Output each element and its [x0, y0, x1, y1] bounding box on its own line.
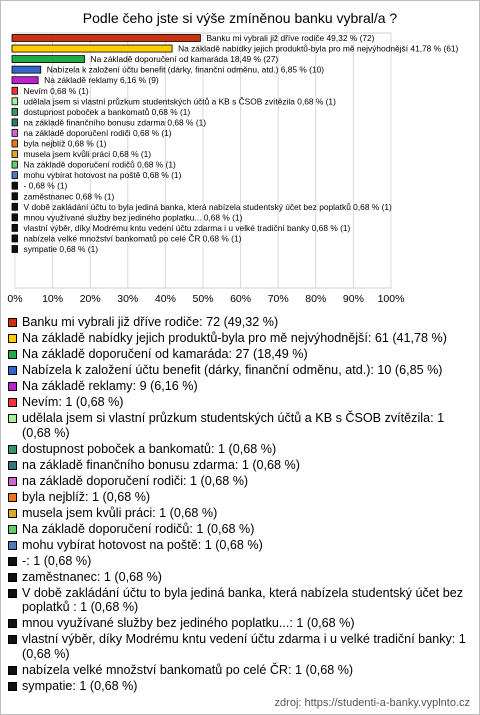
bar: [12, 56, 85, 63]
bar: [12, 108, 18, 115]
x-tick-label: 20%: [79, 293, 101, 305]
legend-item: [7, 490, 473, 505]
bar: [12, 246, 18, 253]
legend-item: [7, 679, 473, 694]
bar-label: mohu vybírat hotovost na poště 0,68 % (1): [23, 170, 182, 181]
bar: [12, 129, 18, 136]
legend-item: [7, 442, 473, 457]
legend-swatch: [8, 493, 17, 502]
bar-row: [12, 128, 172, 138]
bar-row: [12, 223, 351, 233]
bar: [12, 172, 18, 179]
bar-chart: [0, 0, 480, 310]
bar-row: [12, 233, 242, 243]
legend-item: [7, 632, 473, 661]
legend-item: [7, 663, 473, 678]
legend-label: mohu vybírat hotovost na poště: 1 (0,68 %): [22, 537, 263, 552]
legend-swatch: [8, 509, 17, 518]
bar-row: [12, 86, 89, 96]
x-tick-label: 60%: [230, 293, 252, 305]
x-tick-label: 80%: [305, 293, 327, 305]
bar: [12, 77, 38, 84]
bar-row: [12, 54, 278, 64]
legend-swatch: [8, 682, 17, 691]
bar-row: [12, 160, 176, 170]
bar: [12, 224, 18, 231]
legend-label: V době zakládání účtu to byla jediná banka, která nabízela studentský účet bez poplatků : 1 (0,68 %): [22, 585, 464, 614]
bar: [12, 182, 18, 189]
legend-swatch: [8, 318, 17, 327]
legend-swatch: [8, 461, 17, 470]
legend-swatch: [8, 541, 17, 550]
bar-row: [12, 202, 392, 212]
chart-legend: [7, 315, 473, 695]
bar-label: na základě finančního bonusu zdarma 0,68 % (1): [23, 117, 207, 128]
bar: [12, 161, 18, 168]
bar: [12, 98, 18, 105]
bar-label: Na základě doporučení od kamaráda 18,49 % (27): [90, 54, 279, 65]
legend-swatch: [8, 525, 17, 534]
bar: [12, 35, 200, 42]
legend-swatch: [8, 619, 17, 628]
bar-row: [12, 244, 98, 254]
bar-label: Nevím 0,68 % (1): [23, 85, 89, 96]
legend-swatch: [8, 445, 17, 454]
legend-swatch: [8, 334, 17, 343]
legend-label: byla nejblíž: 1 (0,68 %): [22, 489, 151, 504]
legend-item: [7, 538, 473, 553]
bar-row: [12, 75, 159, 85]
legend-label: vlastní výběr, díky Modrému kntu vedení účtu zdarma i u velké tradiční banky: 1 (0,68 %): [22, 632, 466, 661]
legend-item: [7, 363, 473, 378]
legend-label: Banku mi vybrali již dříve rodiče: 72 (49,32 %): [22, 315, 279, 329]
bar: [12, 193, 18, 200]
x-tick-label: 40%: [154, 293, 176, 305]
bar-row: [12, 96, 336, 106]
legend-swatch: [8, 477, 17, 486]
bar-label: dostupnost poboček a bankomatů 0,68 % (1): [23, 106, 191, 117]
legend-swatch: [8, 589, 17, 598]
bar-row: [12, 139, 107, 149]
legend-label: musela jsem kvůli práci: 1 (0,68 %): [22, 505, 218, 520]
legend-item: [7, 586, 473, 615]
legend-item: [7, 395, 473, 410]
legend-item: [7, 474, 473, 489]
legend-label: na základě doporučení rodiči: 1 (0,68 %): [22, 473, 249, 488]
bar-label: udělala jsem si vlastní průzkum studentských účtů a KB s ČSOB zvítězila 0,68 % (1): [23, 96, 336, 107]
bar: [12, 119, 18, 126]
bar-label: mnou využívané služby bez jediného poplatku... 0,68 % (1): [23, 212, 243, 223]
bar-label: zaměstnanec 0,68 % (1): [23, 191, 115, 202]
bar-label: - 0,68 % (1): [23, 180, 68, 191]
legend-swatch: [8, 557, 17, 566]
legend-item: [7, 458, 473, 473]
bar-row: [12, 191, 115, 201]
x-tick-label: 30%: [117, 293, 139, 305]
chart-title: Podle čeho jste si výše zmíněnou banku vybral/a ?: [82, 10, 398, 26]
source-note: zdroj: https://studenti-a-banky.vyplnto.cz: [274, 697, 470, 709]
legend-item: [7, 411, 473, 440]
legend-item: [7, 379, 473, 394]
bar: [12, 140, 18, 147]
legend-item: [7, 616, 473, 631]
legend-label: Na základě doporučení rodičů: 1 (0,68 %): [22, 521, 255, 536]
bar-row: [12, 33, 375, 43]
bar-label: V době zakládání účtu to byla jediná banka, která nabízela studentský účet bez poplatků 0,68 % (1): [23, 201, 392, 212]
bar-row: [12, 117, 206, 127]
bar-label: Nabízela k založení účtu benefit (dárky, finanční odměnu, atd.) 6,85 % (10): [46, 64, 325, 75]
bar-label: Na základě doporučení rodičů 0,68 % (1): [23, 159, 176, 170]
bar: [12, 203, 18, 210]
x-tick-label: 0%: [7, 293, 23, 305]
legend-label: Na základě reklamy: 9 (6,16 %): [22, 379, 198, 393]
bar: [12, 235, 18, 242]
bar-row: [12, 149, 151, 159]
bar-row: [12, 107, 190, 117]
legend-item: [7, 570, 473, 585]
legend-swatch: [8, 414, 17, 423]
x-tick-label: 100%: [377, 293, 405, 305]
legend-label: -: 1 (0,68 %): [22, 553, 92, 568]
legend-label: udělala jsem si vlastní průzkum studentských účtů a KB s ČSOB zvítězila: 1 (0,68 %): [22, 411, 445, 440]
bar-label: musela jsem kvůli práci 0,68 % (1): [23, 149, 152, 160]
legend-label: na základě finančního bonusu zdarma: 1 (0,68 %): [22, 457, 300, 472]
legend-swatch: [8, 635, 17, 644]
bar-row: [12, 44, 459, 54]
x-tick-label: 10%: [42, 293, 64, 305]
x-tick-label: 70%: [267, 293, 289, 305]
bar: [12, 87, 18, 94]
legend-label: mnou využívané služby bez jediného poplatku...: 1 (0,68 %): [22, 616, 355, 630]
legend-label: Nabízela k založení účtu benefit (dárky, finanční odměnu, atd.): 10 (6,85 %): [22, 363, 443, 377]
legend-label: zaměstnanec: 1 (0,68 %): [22, 569, 163, 584]
legend-label: Na základě doporučení od kamaráda: 27 (18,49 %): [22, 347, 308, 361]
bar-row: [12, 65, 324, 75]
legend-label: nabízela velké množství bankomatů po celé ČR: 1 (0,68 %): [22, 662, 354, 677]
bar: [12, 45, 172, 52]
bar-label: byla nejblíž 0,68 % (1): [23, 138, 107, 149]
bar-label: vlastní výběr, díky Modrému kntu vedení účtu zdarma i u velké tradiční banky 0,68 % (1): [23, 222, 351, 233]
legend-item: [7, 554, 473, 569]
bar-row: [12, 170, 182, 180]
bar-label: Na základě nabídky jejich produktů-byla pro mě nejvýhodnější 41,78 % (61): [178, 43, 459, 54]
bar: [12, 214, 18, 221]
bar-label: Na základě reklamy 6,16 % (9): [44, 75, 159, 86]
legend-swatch: [8, 382, 17, 391]
legend-item: [7, 347, 473, 362]
bar-label: nabízela velké množství bankomatů po celé ČR 0,68 % (1): [23, 233, 242, 244]
bar: [12, 66, 41, 73]
legend-swatch: [8, 366, 17, 375]
x-tick-label: 50%: [192, 293, 214, 305]
legend-swatch: [8, 666, 17, 675]
bar-row: [12, 212, 243, 222]
legend-label: Na základě nabídky jejich produktů-byla pro mě nejvýhodnější: 61 (41,78 %): [22, 331, 447, 345]
legend-label: dostupnost poboček a bankomatů: 1 (0,68 %): [22, 441, 277, 456]
bar-label: na základě doporučení rodiči 0,68 % (1): [23, 127, 172, 138]
legend-swatch: [8, 350, 17, 359]
legend-label: Nevím: 1 (0,68 %): [22, 395, 124, 409]
bar-label: Banku mi vybrali již dříve rodiče 49,32 % (72): [206, 33, 375, 43]
bar-label: sympatie 0,68 % (1): [23, 244, 99, 254]
legend-item: [7, 506, 473, 521]
legend-item: [7, 522, 473, 537]
legend-swatch: [8, 398, 17, 407]
legend-item: [7, 315, 473, 330]
legend-label: sympatie: 1 (0,68 %): [22, 678, 138, 693]
legend-swatch: [8, 573, 17, 582]
legend-item: [7, 331, 473, 346]
bar: [12, 151, 18, 158]
x-tick-label: 90%: [342, 293, 364, 305]
